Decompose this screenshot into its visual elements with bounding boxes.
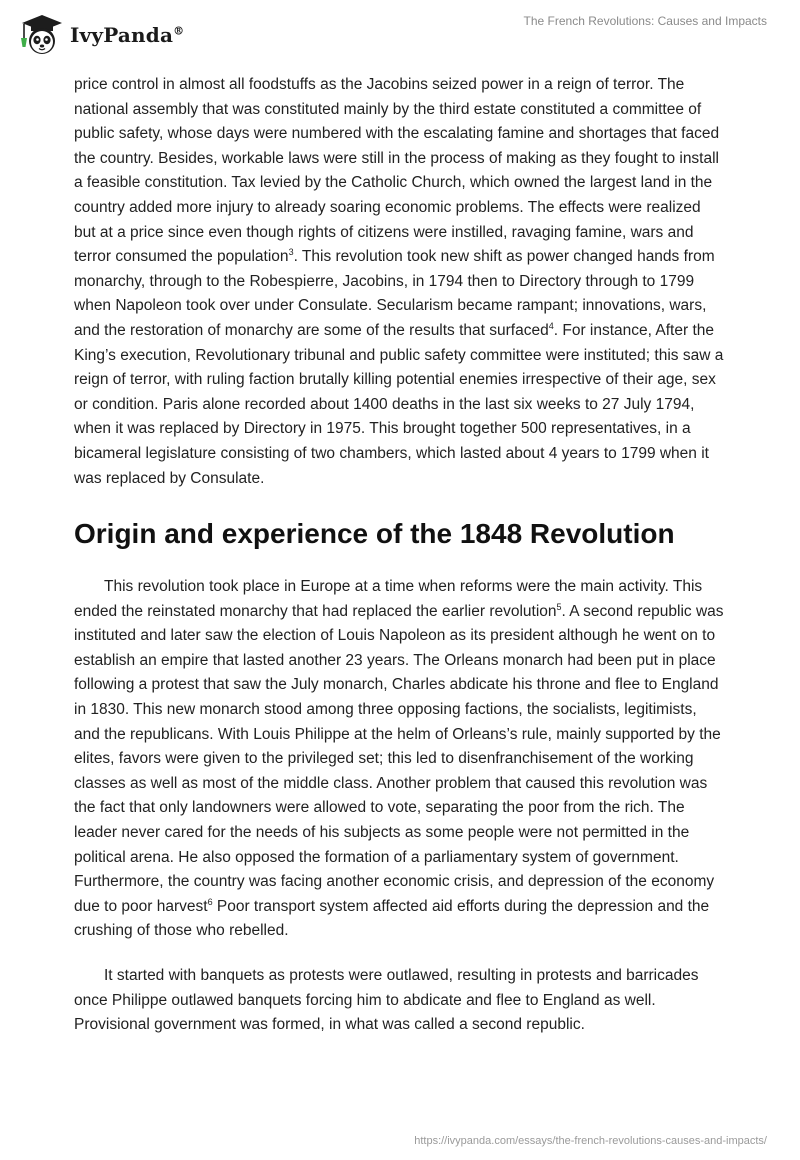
paragraph: It started with banquets as protests were outlawed, resulting in protests and barricades once Philippe outlawed banquets forcing him to abdicate and flee to England as well. Provisional government was formed, in what was called a second republic. — [74, 967, 699, 1034]
footnote-ref[interactable]: 6 — [207, 896, 213, 907]
paragraph: price control in almost all foodstuffs as the Jacobins seized power in a reign of terror. The national assembly that was constituted mainly by the third estate constituted a committee of public safety, whose days were numbered with the escalating famine and shortages that faced the country. Besides, workable laws were still in the process of making as they fought to install a feasible constitution. Tax levied by the Catholic Church, which owned the largest land in the country added more injury to already soaring economic problems. The effects were realized but at a price since even though rights of citizens were instilled, ravaging famine, wars and terror consumed the population$^3$. This revolution took new shift as power changed hands from monarchy, through to the Robespierre, Jacobins, in 1794 then to Directory through to 1799 when Napoleon took over under Consulate. Secularism became rampant; innovations, wars, and the restoration of monarchy are some of the results that surfaced$^4$. For instance, After the King’s execution, Revolutionary tribunal and public safety committee were instituted; this saw a reign of terror, with ruling faction brutally killing potential enemies irrespective of their age, sex or condition. Paris alone recorded about 1400 deaths in the last six weeks to 27 July 1794, when it was replaced by Directory in 1975. This brought together 500 representatives, in a bicameral legislature consisting of two chambers, which lasted about 4 years to 1799 when it was replaced by Consulate. — [74, 76, 724, 487]
panda-logo-icon — [16, 10, 64, 58]
document-title: The French Revolutions: Causes and Impacts — [523, 14, 767, 28]
brand-name: IvyPanda® — [70, 23, 185, 47]
page-header — [0, 0, 800, 70]
footnote-ref[interactable]: 5 — [556, 601, 562, 612]
source-url[interactable]: https://ivypanda.com/essays/the-french-revolutions-causes-and-impacts/ — [414, 1135, 767, 1147]
footnote-ref[interactable]: 3 — [288, 247, 294, 257]
footnote-ref[interactable]: 4 — [548, 320, 554, 331]
brand-logo[interactable] — [16, 10, 184, 58]
essay-body — [74, 73, 724, 1038]
paragraph: This revolution took place in Europe at a time when reforms were the main activity. This ended the reinstated monarchy that had replaced the earlier revolution$^5$. A second republic was instituted and later saw the election of Louis Napoleon as its president although he went on to establish an empire that lasted another 23 years. The Orleans monarch had been put in place following a protest that saw the July monarch, Charles abdicate his throne and flee to England in 1830. This new monarch stood among three opposing factions, the socialists, legitimists, and the republicans. With Louis Philippe at the helm of Orleans’s rule, mainly supported by the elites, favors were given to the privileged set; this led to disenfranchisement of the working classes as well as most of the middle class. Another problem that caused this revolution was the fact that only landowners were allowed to vote, separating the poor from the rich. The leader never cared for the needs of his subjects as some people were not permitted in the political arena. He also opposed the formation of a parliamentary system of government. Furthermore, the country was facing another economic crisis, and depression of the economy due to poor harvest$^6$ Poor transport system affected aid efforts during the depression and the crushing of those who rebelled. — [74, 578, 724, 940]
section-heading: Origin and experience of the 1848 Revolution — [74, 518, 675, 550]
